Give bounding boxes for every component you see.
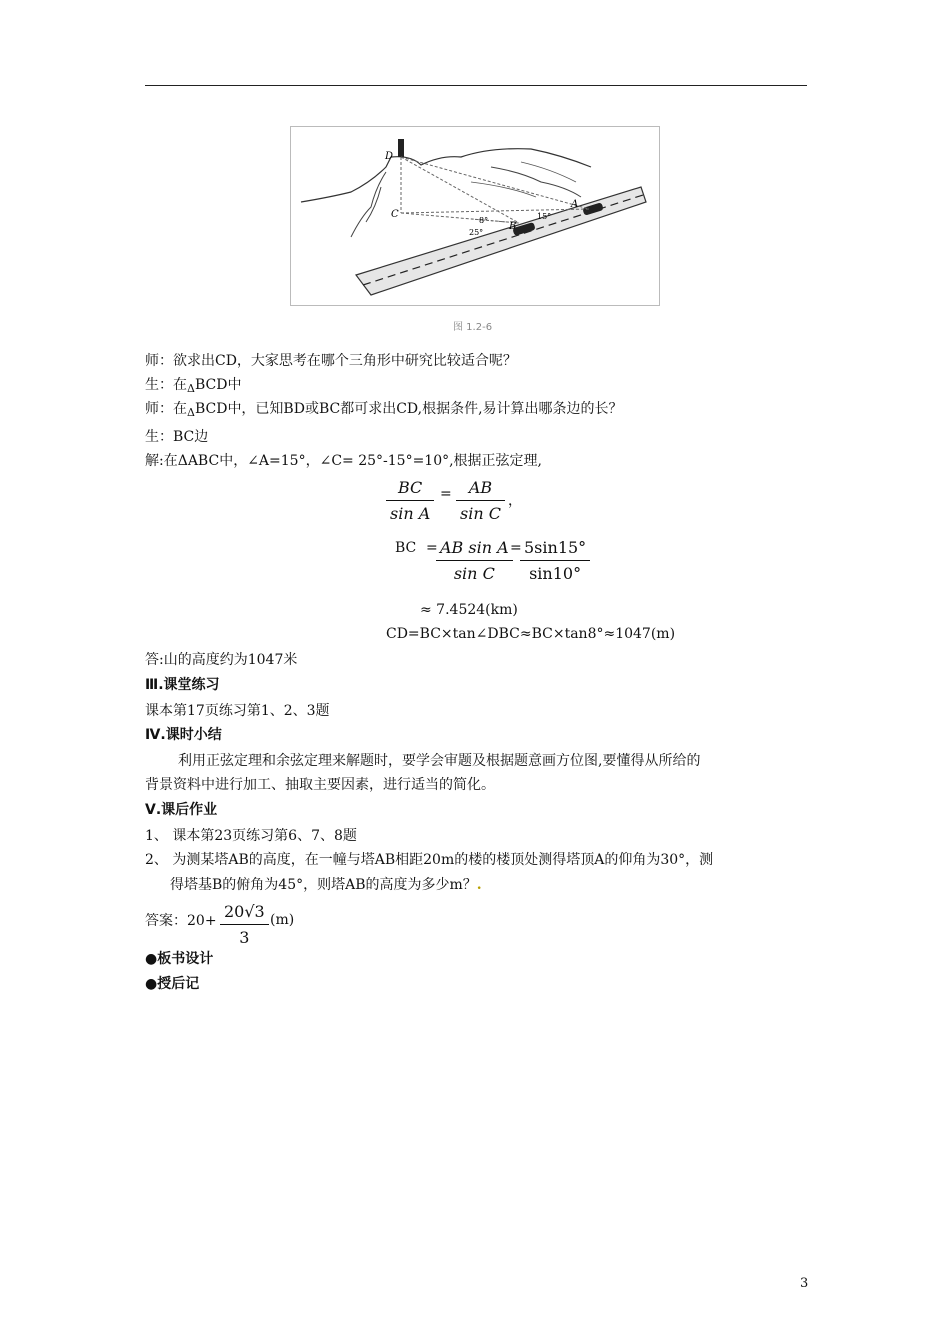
answer-line: 答:山的高度约为1047米 [145,652,298,668]
section-heading-5: Ⅴ.课后作业 [145,802,218,818]
triangle-symbol: Δ [187,382,195,395]
homework-item-2a: 2、 为测某塔AB的高度，在一幢与塔AB相距20m的楼的楼顶处测得塔顶A的仰角为30°，测 [145,852,714,868]
equals-sign: = [440,486,452,502]
summary-paragraph-2: 背景资料中进行加工、抽取主要因素，进行适当的简化。 [145,777,495,793]
label-angle-15: 15° [537,212,552,221]
board-design-heading: ●板书设计 [145,951,214,967]
fraction-5sin15-over-sin10: 5sin15° sin10° [520,538,590,583]
label-angle-8: 8° [479,216,489,225]
exercise-line: 课本第17页练习第1、2、3题 [145,703,330,719]
answer-text: BCD中 [194,377,242,393]
label-d: D [385,151,394,162]
solution-intro: 解:在ΔABC中，∠A=15°，∠C= 25°-15°=10°,根据正弦定理, [145,453,543,469]
summary-paragraph-1: 利用正弦定理和余弦定理来解题时，要学会审题及根据题意画方位图,要懂得从所给的 [178,753,701,769]
fraction-bc-over-sina: BC sin A [386,478,434,523]
teacher-question-1: 师：欲求出CD，大家思考在哪个三角形中研究比较适合呢？ [145,353,517,369]
section-heading-4: Ⅳ.课时小结 [145,727,222,743]
homework-item-1: 1、 课本第23页练习第6、7、8题 [145,828,357,844]
teacher-question-2 [145,400,623,422]
section-heading-3: Ⅲ.课堂练习 [145,677,220,693]
triangle-symbol: Δ [187,406,195,419]
speaker-label: 生：在 [145,377,187,393]
student-answer-2: 生：BC边 [145,429,209,445]
figure-caption: 图 1.2-6 [453,322,493,333]
fraction-20sqrt3-over-3: 20√3 3 [220,902,269,947]
equals-sign: = [426,540,438,556]
mountain-road-figure [290,126,660,306]
label-angle-25: 25° [469,228,484,237]
answer-unit: (m) [270,912,295,928]
student-answer-1 [145,376,241,398]
figure-illustration [291,127,659,305]
page-number: 3 [800,1276,809,1291]
approx-result: ≈ 7.4524(km) [420,602,518,618]
label-a: A [571,199,579,210]
cd-calculation: CD=BC×tan∠DBC≈BC×tan8°≈1047(m) [386,626,676,642]
answer-prefix: 答案：20+ [145,913,217,929]
label-c: C [391,209,399,220]
eq2-lhs: BC [395,540,417,556]
comma: ， [508,493,522,509]
fraction-ab-sina-over-sinc: AB sin A sin C [436,538,513,583]
speaker-label: 师：在 [145,401,187,417]
fraction-ab-over-sinc: AB sin C [456,478,505,523]
header-rule [145,85,807,86]
post-lesson-notes-heading: ●授后记 [145,976,200,992]
answer-formula [145,912,217,930]
question-text: BCD中，已知BD或BC都可求出CD,根据条件,易计算出哪条边的长？ [194,401,623,417]
homework-item-2b-text: 得塔基B的俯角为45°，则塔AB的高度为多少m？ [170,877,477,893]
equals-sign: = [510,540,522,556]
homework-item-2b: 得塔基B的俯角为45°，则塔AB的高度为多少m？. [170,877,482,893]
label-b: B [509,221,517,232]
